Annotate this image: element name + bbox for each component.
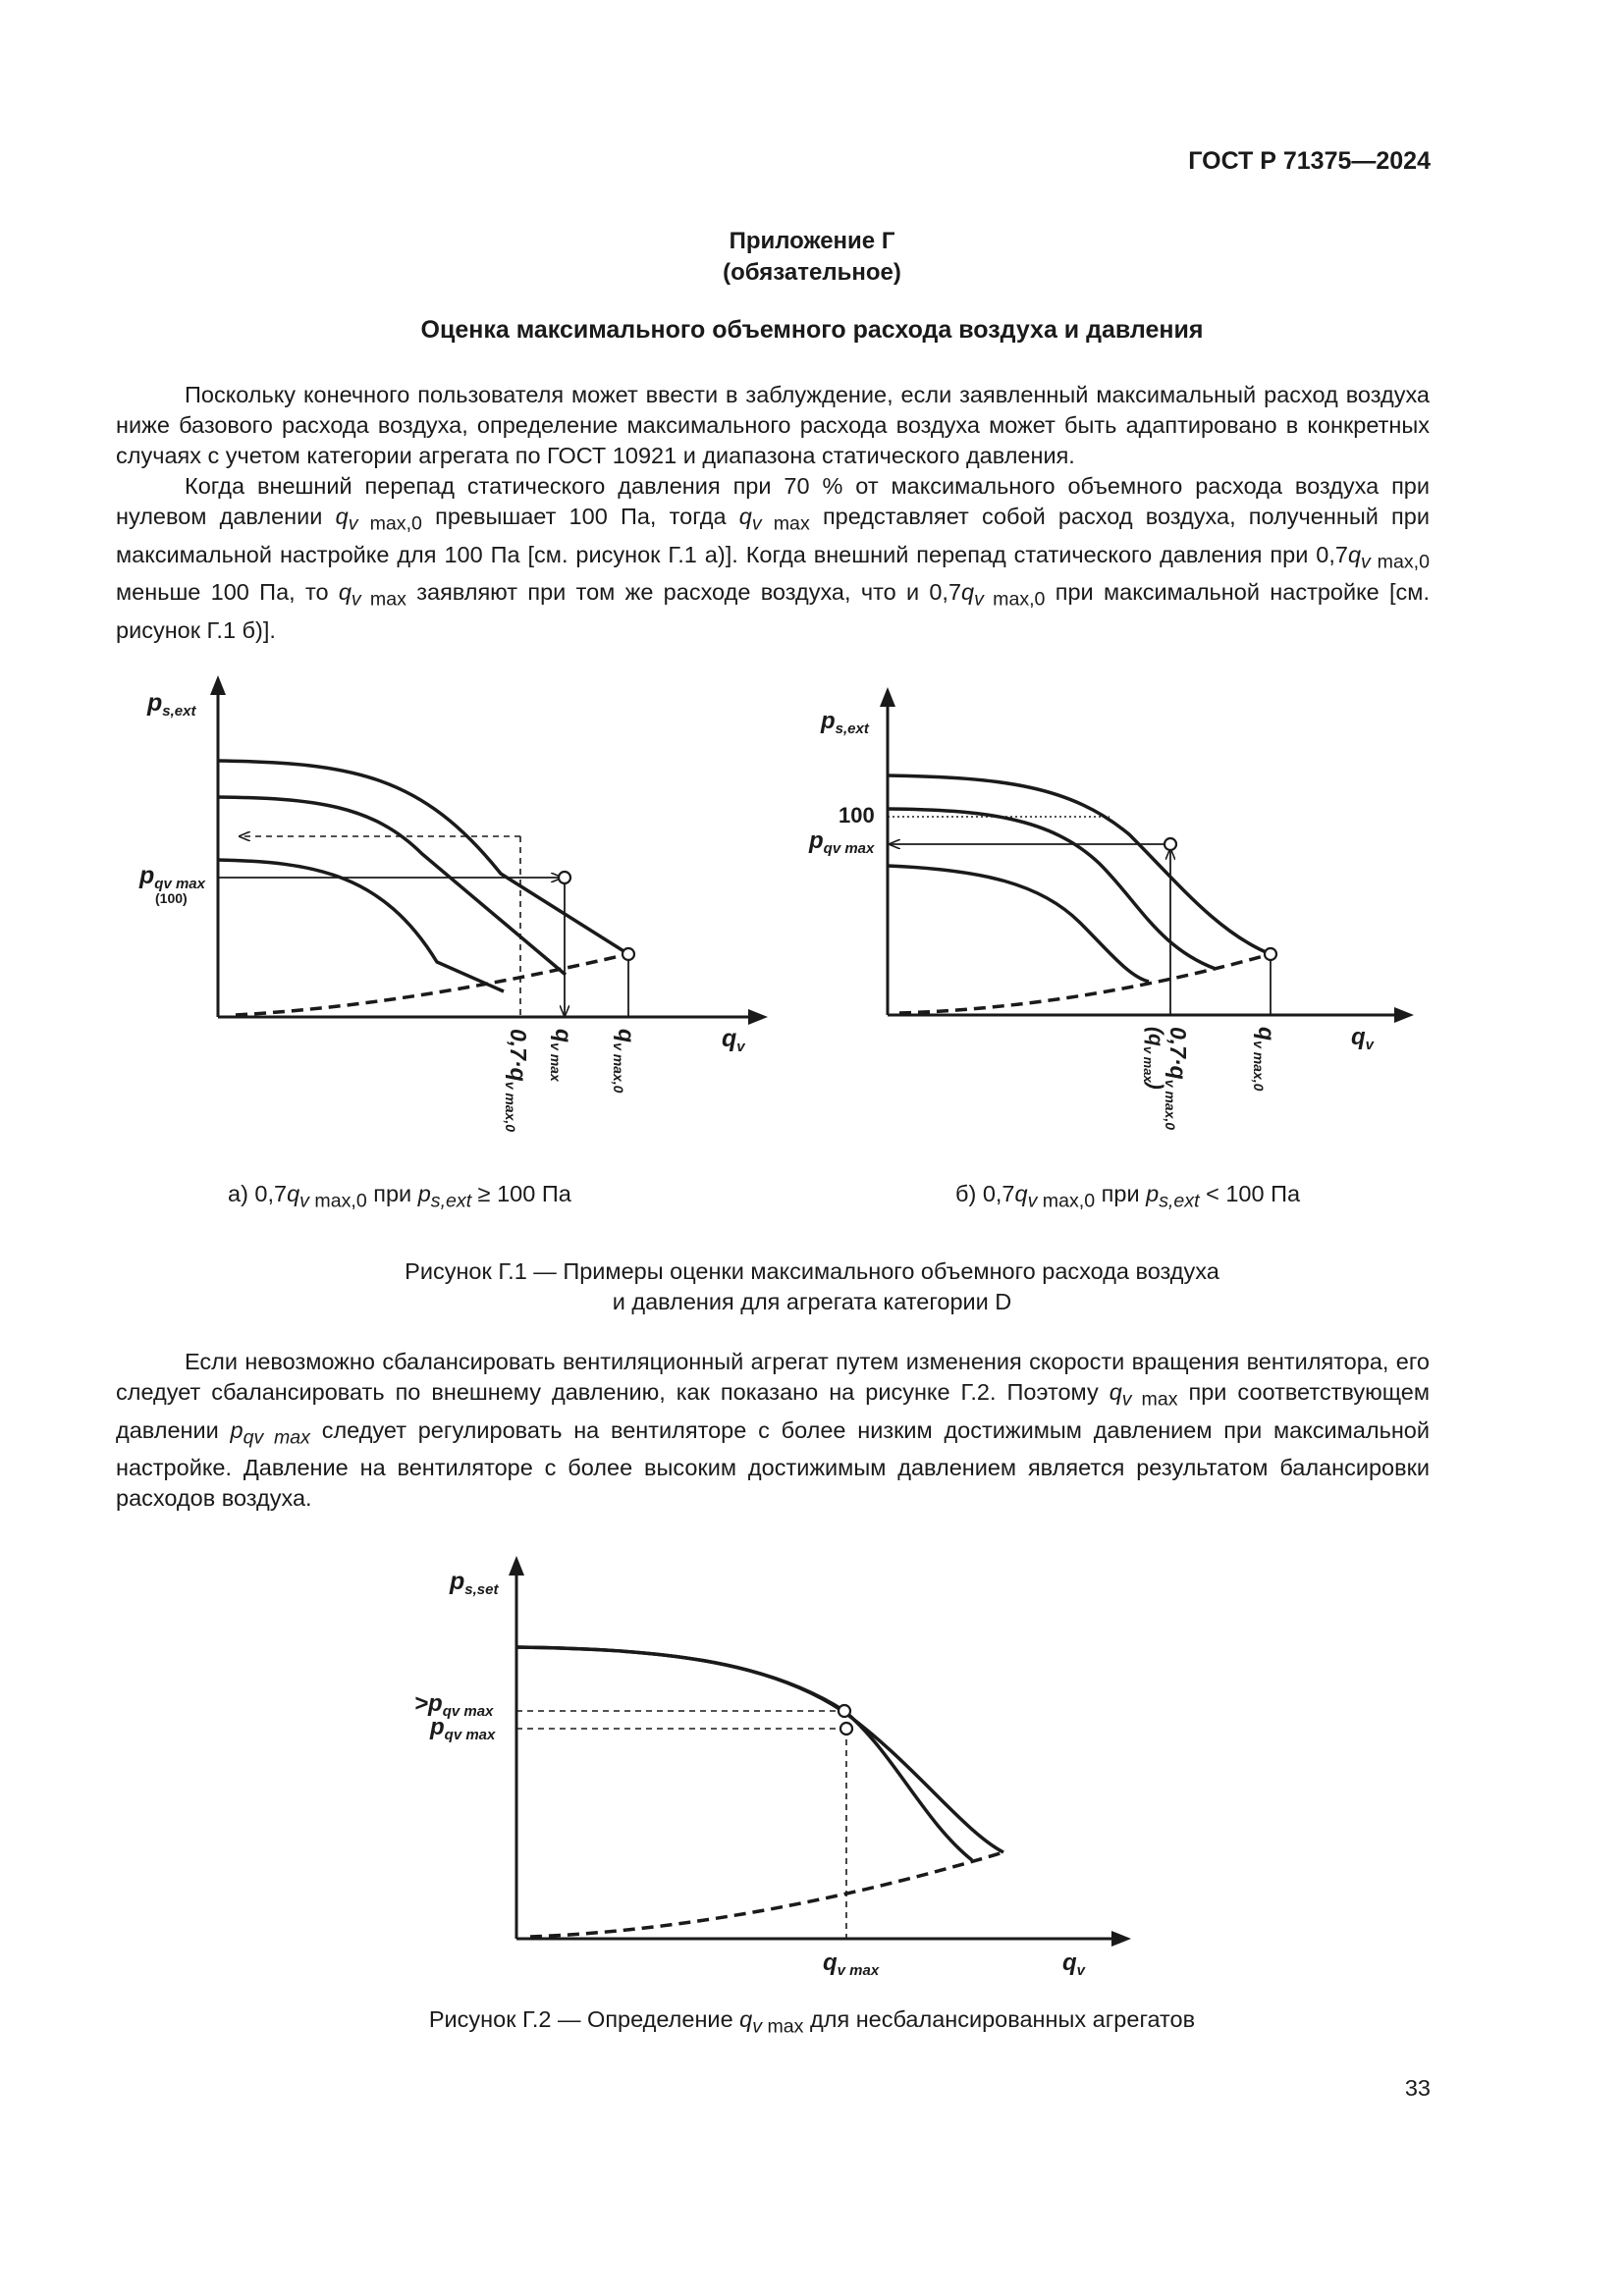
fan-curve-max xyxy=(218,761,628,954)
tick-qvmax-note: $(q_{v max})$ xyxy=(1141,1027,1166,1090)
upper-pressure-label: $>p_{qv max}$ xyxy=(414,1690,494,1720)
page-number: 33 xyxy=(1404,2075,1431,2101)
tick-07-qvmax0: $0,7\cdot q_{v max,0}$ xyxy=(1163,1027,1191,1131)
fan-curve-low xyxy=(888,866,1149,982)
zero-pressure-point xyxy=(1265,948,1276,960)
appendix-status: (обязательное) xyxy=(723,259,901,286)
x-axis-arrow-icon xyxy=(748,1009,768,1025)
y-axis-arrow-icon xyxy=(210,675,226,695)
system-curve xyxy=(530,1852,1003,1937)
operating-point xyxy=(559,872,570,883)
x-axis-label: $q_v$ xyxy=(1351,1024,1375,1053)
x-axis-arrow-icon xyxy=(1111,1931,1131,1947)
fan-curve-high xyxy=(516,1647,1003,1852)
system-curve xyxy=(899,954,1271,1013)
paragraph-1: Поскольку конечного пользователя может ввести в заблуждение, если заявленный максимальный расход воздуха ниже базового расхода воздуха, определение максимального расхода воздуха может быть адаптировано в конкретных случаях с учетом категории агрегата по ГОСТ 10921 и диапазона статического давления. xyxy=(116,382,1430,468)
tick-qvmax: $q_{v max}$ xyxy=(823,1949,880,1979)
figure-g1b xyxy=(805,687,1434,1178)
p-qvmax-note: (100) xyxy=(155,890,188,906)
tick-qvmax0: $q_{v max,0}$ xyxy=(1251,1027,1279,1092)
y-axis-arrow-icon xyxy=(880,687,895,707)
paragraph-2: Когда внешний перепад статического давления при 70 % от максимального объемного расхода воздуха при нулевом давлении $q_{v max,0}$ превышает 100 Па, тогда $q_{v max}$ представляет собой расход воздуха, полученный при максимальной настройке для 100 Па [см. рисунок Г.1 а)]. Когда внешний перепад статического давления при $0,7q_{v max,0}$ меньше 100 Па, то $q_{v max}$ заявляют при том же расходе воздуха, что и $0,7q_{v max,0}$ при максимальной настройке [см. рисунок Г.1 б)]. xyxy=(116,473,1430,644)
fan-curve-low xyxy=(516,1647,972,1860)
tick-qvmax0: $q_{v max,0}$ xyxy=(611,1029,639,1094)
fan-curve-mid xyxy=(218,797,566,975)
appendix-title: Приложение Г xyxy=(729,228,895,254)
figure-g2-caption: Рисунок Г.2 — Определение $q_{v max}$ для несбалансированных агрегатов xyxy=(428,2006,1196,2038)
appendix-heading xyxy=(0,226,1624,289)
fan-curve-mid xyxy=(888,809,1216,969)
x-axis-label: $q_v$ xyxy=(1062,1949,1086,1979)
operating-point xyxy=(1164,838,1176,850)
x-axis-label: $q_v$ xyxy=(722,1025,745,1055)
figure-g1a xyxy=(128,667,795,1178)
section-title: Оценка максимального объемного расхода воздуха и давления xyxy=(420,316,1204,344)
x-axis-arrow-icon xyxy=(1394,1007,1414,1023)
subcaption-a: а) $0,7q_{v max,0}$ при $p_{s,ext} \ge 100$ Па xyxy=(228,1181,571,1212)
upper-point xyxy=(839,1705,850,1717)
subcaption-b: б) $0,7q_{v max,0}$ при $p_{s,ext} < 100$ Па xyxy=(955,1181,1301,1212)
paragraph-3: Если невозможно сбалансировать вентиляционный агрегат путем изменения скорости вращения вентилятора, его следует сбалансировать по внешнему давлению, как показано на рисунке Г.2. Поэтому $q_{v max}$ при соответствующем давлении $p_{qv max}$ следует регулировать на вентиляторе с более низким достижимым давлением при максимальной настройке. Давление на вентиляторе с более высоким достижимым давлением является результатом балансировки расходов воздуха. xyxy=(116,1349,1430,1512)
figure-g2 xyxy=(403,1546,1149,1998)
y-axis-label: $p_{s,ext}$ xyxy=(821,708,869,737)
zero-pressure-point xyxy=(623,948,634,960)
p-qvmax-label: $p_{qv max}$ xyxy=(809,828,875,857)
lower-pressure-label: $p_{qv max}$ xyxy=(430,1714,496,1743)
level-100-label: 100 xyxy=(839,803,875,828)
figure-g1-caption: Рисунок Г.1 — Примеры оценки максимального объемного расхода воздуха и давления для агрегата категории D xyxy=(405,1258,1219,1314)
fan-curve-low xyxy=(218,860,504,991)
tick-07-qvmax0: $0,7\cdot q_{v max,0}$ xyxy=(503,1029,531,1133)
system-curve xyxy=(236,954,628,1015)
y-axis-label: $p_{s,set}$ xyxy=(450,1568,499,1598)
y-axis-label: $p_{s,ext}$ xyxy=(147,689,196,720)
document-code: ГОСТ Р 71375—2024 xyxy=(1188,147,1431,175)
p-qvmax-label: $p_{qv max}$ xyxy=(139,862,205,892)
tick-qvmax: $q_{v max}$ xyxy=(548,1029,576,1082)
lower-point xyxy=(840,1723,852,1735)
fan-curve-max xyxy=(888,775,1271,954)
y-axis-arrow-icon xyxy=(509,1556,524,1575)
